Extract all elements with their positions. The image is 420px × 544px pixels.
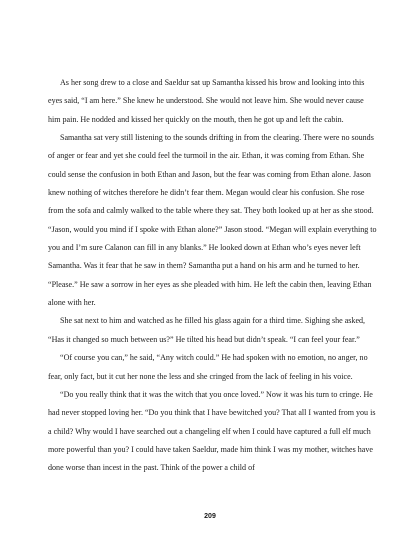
paragraph-5: “Do you really think that it was the witch that you once loved.” Now it was his turn to cringe. He had never stopped loving her. “Do you think that I have bewitched you? That all I wanted from you is a child? Why would I have searched out a changeling elf when I could have captured a full elf much more powerful than you? I could have taken Saeldur, made him think I was my mother, witches have done worse than incest in the past. Think of the power a child of [48, 389, 376, 473]
paragraph-4: “Of course you can,” he said, “Any witch could.” He had spoken with no emotion, no anger, no fear, only fact, but it cut her none the less and she cringed from the lack of feeling in his voice. [48, 353, 368, 381]
body-text [48, 74, 378, 478]
paragraph-2: Samantha sat very still listening to the sounds drifting in from the clearing. There were no sounds of anger or fear and yet she could feel the turmoil in the air. Ethan, it was coming from Ethan. She could sense the confusion in both Ethan and Jason, but the fear was coming from Ethan alone. Jason knew nothing of witches therefore he didn’t fear them. Megan would clear his confusion. She rose from the sofa and calmly walked to the table where they sat. They both looked up at her as she stood. “Jason, would you mind if I spoke with Ethan alone?” Jason stood. “Megan will explain everything to you and I’m sure Calanon can fill in any blanks.” He looked down at Ethan who’s eyes never left Samantha. Was it fear that he saw in them? Samantha put a hand on his arm and he turned to her. “Please.” He saw a sorrow in her eyes as she pleaded with him. He left the cabin then, leaving Ethan alone with her. [48, 133, 377, 308]
page-number: 209 [204, 513, 216, 520]
paragraph-1: As her song drew to a close and Saeldur sat up Samantha kissed his brow and looking into this eyes said, “I am here.” She knew he understood. She would not leave him. She would never cause him pain. He nodded and kissed her quickly on the mouth, then he got up and left the cabin. [48, 78, 365, 124]
paragraph-3: She sat next to him and watched as he filled his glass again for a third time. Sighing she asked, “Has it changed so much between us?” He tilted his head but didn’t speak. “I can feel your fear.” [48, 316, 366, 344]
